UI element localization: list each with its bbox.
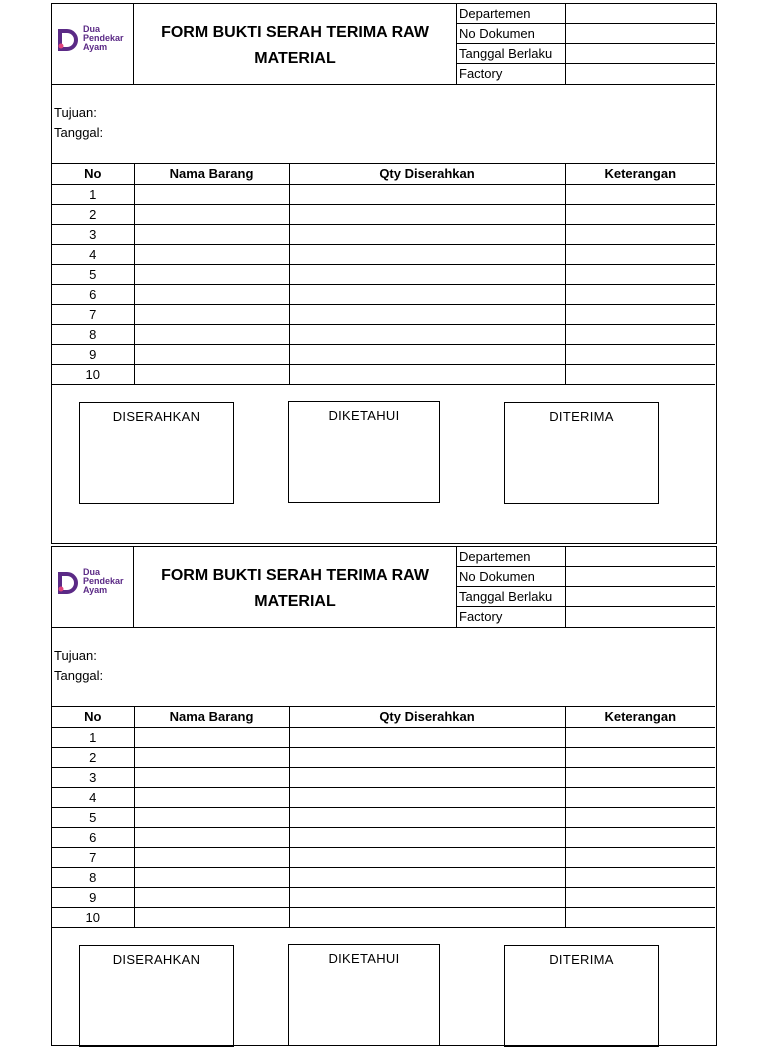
- table-header-row: [52, 164, 715, 184]
- nama-barang-cell[interactable]: [134, 304, 289, 324]
- keterangan-cell[interactable]: [565, 204, 715, 224]
- nama-barang-cell[interactable]: [134, 887, 289, 907]
- table-row: [52, 787, 715, 807]
- nama-barang-cell[interactable]: [134, 907, 289, 927]
- nama-barang-cell[interactable]: [134, 807, 289, 827]
- table-row: [52, 364, 715, 384]
- qty-cell[interactable]: [289, 747, 565, 767]
- meta-row-no-dokumen: [457, 567, 715, 587]
- signature-box-diketahui[interactable]: [288, 401, 440, 503]
- logo-text-line: Pendekar: [83, 33, 124, 43]
- nama-barang-cell[interactable]: [134, 264, 289, 284]
- meta-row-factory: [457, 607, 715, 627]
- nama-barang-cell[interactable]: [134, 847, 289, 867]
- items-table-body: [52, 727, 715, 927]
- qty-cell[interactable]: [289, 887, 565, 907]
- nama-barang-cell[interactable]: [134, 787, 289, 807]
- keterangan-cell[interactable]: [565, 284, 715, 304]
- nama-barang-cell[interactable]: [134, 244, 289, 264]
- row-number: 8: [52, 324, 134, 344]
- row-number: 5: [52, 264, 134, 284]
- keterangan-cell[interactable]: [565, 264, 715, 284]
- keterangan-cell[interactable]: [565, 887, 715, 907]
- qty-cell[interactable]: [289, 184, 565, 204]
- row-number: 9: [52, 887, 134, 907]
- meta-label: Departemen: [459, 549, 531, 564]
- qty-cell[interactable]: [289, 847, 565, 867]
- row-number: 9: [52, 344, 134, 364]
- table-row: [52, 887, 715, 907]
- title-cell: [134, 547, 457, 627]
- nama-barang-cell[interactable]: [134, 767, 289, 787]
- table-row: [52, 224, 715, 244]
- row-number: 5: [52, 807, 134, 827]
- table-row: [52, 324, 715, 344]
- row-number: 7: [52, 304, 134, 324]
- table-row: [52, 244, 715, 264]
- column-header-keterangan: Keterangan: [565, 707, 715, 727]
- signature-box-diterima[interactable]: [504, 945, 659, 1047]
- row-number: 2: [52, 204, 134, 224]
- keterangan-cell[interactable]: [565, 807, 715, 827]
- signature-label: DIKETAHUI: [328, 408, 400, 423]
- document-meta-table: [457, 547, 715, 627]
- keterangan-cell[interactable]: [565, 324, 715, 344]
- meta-value-field[interactable]: [565, 587, 715, 606]
- form-title-line: FORM BUKTI SERAH TERIMA RAW: [161, 24, 429, 41]
- qty-cell[interactable]: [289, 787, 565, 807]
- tujuan-label: Tujuan:: [54, 105, 97, 120]
- logo-cell: [52, 4, 134, 84]
- nama-barang-cell[interactable]: [134, 364, 289, 384]
- meta-label: Departemen: [459, 6, 531, 21]
- logo-text: [83, 25, 124, 52]
- items-table: [52, 707, 715, 928]
- meta-label: No Dokumen: [459, 569, 535, 584]
- company-logo-icon: [58, 572, 80, 594]
- meta-value-field[interactable]: [565, 4, 715, 23]
- meta-label: Factory: [459, 609, 503, 624]
- qty-cell[interactable]: [289, 304, 565, 324]
- column-header-no: No: [52, 164, 134, 184]
- recipient-info: [52, 627, 715, 707]
- row-number: 3: [52, 224, 134, 244]
- qty-cell[interactable]: [289, 767, 565, 787]
- table-row: [52, 807, 715, 827]
- row-number: 1: [52, 184, 134, 204]
- form-header: [52, 4, 715, 85]
- recipient-info: [52, 84, 715, 164]
- signature-label: DISERAHKAN: [112, 409, 201, 424]
- meta-row-tanggal-berlaku: [457, 44, 715, 64]
- keterangan-cell[interactable]: [565, 224, 715, 244]
- nama-barang-cell[interactable]: [134, 284, 289, 304]
- table-row: [52, 847, 715, 867]
- qty-cell[interactable]: [289, 204, 565, 224]
- table-row: [52, 264, 715, 284]
- logo-text-line: Ayam: [83, 42, 108, 52]
- logo-text-line: Pendekar: [83, 576, 124, 586]
- column-header-qty: Qty Diserahkan: [289, 707, 565, 727]
- qty-cell[interactable]: [289, 224, 565, 244]
- logo-text-line: Dua: [83, 24, 101, 34]
- row-number: 10: [52, 907, 134, 927]
- nama-barang-cell[interactable]: [134, 727, 289, 747]
- nama-barang-cell[interactable]: [134, 867, 289, 887]
- qty-cell[interactable]: [289, 827, 565, 847]
- meta-value-field[interactable]: [565, 607, 715, 627]
- meta-value-field[interactable]: [565, 547, 715, 566]
- keterangan-cell[interactable]: [565, 364, 715, 384]
- keterangan-cell[interactable]: [565, 827, 715, 847]
- table-row: [52, 867, 715, 887]
- form-title: [134, 20, 456, 72]
- signature-label: DISERAHKAN: [112, 952, 201, 967]
- keterangan-cell[interactable]: [565, 847, 715, 867]
- items-table-body: [52, 184, 715, 384]
- row-number: 3: [52, 767, 134, 787]
- meta-value-field[interactable]: [565, 44, 715, 63]
- column-header-no: No: [52, 707, 134, 727]
- row-number: 10: [52, 364, 134, 384]
- title-cell: [134, 4, 457, 84]
- meta-label: Tanggal Berlaku: [459, 46, 553, 61]
- keterangan-cell[interactable]: [565, 727, 715, 747]
- table-row: [52, 284, 715, 304]
- signature-label: DIKETAHUI: [328, 951, 400, 966]
- table-row: [52, 827, 715, 847]
- handover-form-1: [51, 3, 717, 544]
- signature-label: DITERIMA: [549, 952, 614, 967]
- company-logo-icon: [58, 29, 80, 51]
- qty-cell[interactable]: [289, 324, 565, 344]
- meta-label: Factory: [459, 66, 503, 81]
- meta-row-no-dokumen: [457, 24, 715, 44]
- keterangan-cell[interactable]: [565, 907, 715, 927]
- table-row: [52, 747, 715, 767]
- form-header: [52, 547, 715, 628]
- keterangan-cell[interactable]: [565, 344, 715, 364]
- column-header-nama-barang: Nama Barang: [134, 164, 289, 184]
- row-number: 1: [52, 727, 134, 747]
- form-title-line: FORM BUKTI SERAH TERIMA RAW: [161, 567, 429, 584]
- meta-row-departemen: [457, 4, 715, 24]
- table-row: [52, 907, 715, 927]
- row-number: 6: [52, 284, 134, 304]
- nama-barang-cell[interactable]: [134, 344, 289, 364]
- signature-box-diterima[interactable]: [504, 402, 659, 504]
- row-number: 2: [52, 747, 134, 767]
- keterangan-cell[interactable]: [565, 244, 715, 264]
- meta-label: Tanggal Berlaku: [459, 589, 553, 604]
- meta-row-tanggal-berlaku: [457, 587, 715, 607]
- row-number: 4: [52, 244, 134, 264]
- meta-value-field[interactable]: [565, 567, 715, 586]
- form-title-line: MATERIAL: [254, 50, 336, 67]
- qty-cell[interactable]: [289, 727, 565, 747]
- tanggal-label: Tanggal:: [54, 668, 104, 683]
- qty-cell[interactable]: [289, 364, 565, 384]
- tujuan-label: Tujuan:: [54, 648, 97, 663]
- table-row: [52, 204, 715, 224]
- handover-form-2: [51, 546, 717, 1046]
- logo-text-line: Ayam: [83, 585, 108, 595]
- table-header-row: [52, 707, 715, 727]
- column-header-keterangan: Keterangan: [565, 164, 715, 184]
- keterangan-cell[interactable]: [565, 304, 715, 324]
- qty-cell[interactable]: [289, 344, 565, 364]
- table-row: [52, 304, 715, 324]
- table-row: [52, 344, 715, 364]
- column-header-qty: Qty Diserahkan: [289, 164, 565, 184]
- signature-label: DITERIMA: [549, 409, 614, 424]
- nama-barang-cell[interactable]: [134, 184, 289, 204]
- keterangan-cell[interactable]: [565, 767, 715, 787]
- meta-value-field[interactable]: [565, 64, 715, 84]
- keterangan-cell[interactable]: [565, 787, 715, 807]
- logo-text-line: Dua: [83, 567, 101, 577]
- logo-text: [83, 568, 124, 595]
- items-table: [52, 164, 715, 385]
- signature-box-diketahui[interactable]: [288, 944, 440, 1046]
- qty-cell[interactable]: [289, 807, 565, 827]
- nama-barang-cell[interactable]: [134, 747, 289, 767]
- nama-barang-cell[interactable]: [134, 204, 289, 224]
- signature-box-diserahkan[interactable]: [79, 945, 234, 1047]
- qty-cell[interactable]: [289, 284, 565, 304]
- qty-cell[interactable]: [289, 264, 565, 284]
- nama-barang-cell[interactable]: [134, 224, 289, 244]
- row-number: 7: [52, 847, 134, 867]
- form-title-line: MATERIAL: [254, 593, 336, 610]
- meta-label: No Dokumen: [459, 26, 535, 41]
- column-header-nama-barang: Nama Barang: [134, 707, 289, 727]
- table-row: [52, 767, 715, 787]
- table-row: [52, 184, 715, 204]
- meta-value-field[interactable]: [565, 24, 715, 43]
- document-meta-table: [457, 4, 715, 84]
- meta-row-factory: [457, 64, 715, 84]
- logo-cell: [52, 547, 134, 627]
- meta-row-departemen: [457, 547, 715, 567]
- qty-cell[interactable]: [289, 907, 565, 927]
- keterangan-cell[interactable]: [565, 867, 715, 887]
- nama-barang-cell[interactable]: [134, 324, 289, 344]
- signature-box-diserahkan[interactable]: [79, 402, 234, 504]
- nama-barang-cell[interactable]: [134, 827, 289, 847]
- row-number: 8: [52, 867, 134, 887]
- form-title: [134, 563, 456, 615]
- keterangan-cell[interactable]: [565, 747, 715, 767]
- table-row: [52, 727, 715, 747]
- row-number: 6: [52, 827, 134, 847]
- tanggal-label: Tanggal:: [54, 125, 104, 140]
- keterangan-cell[interactable]: [565, 184, 715, 204]
- qty-cell[interactable]: [289, 867, 565, 887]
- qty-cell[interactable]: [289, 244, 565, 264]
- row-number: 4: [52, 787, 134, 807]
